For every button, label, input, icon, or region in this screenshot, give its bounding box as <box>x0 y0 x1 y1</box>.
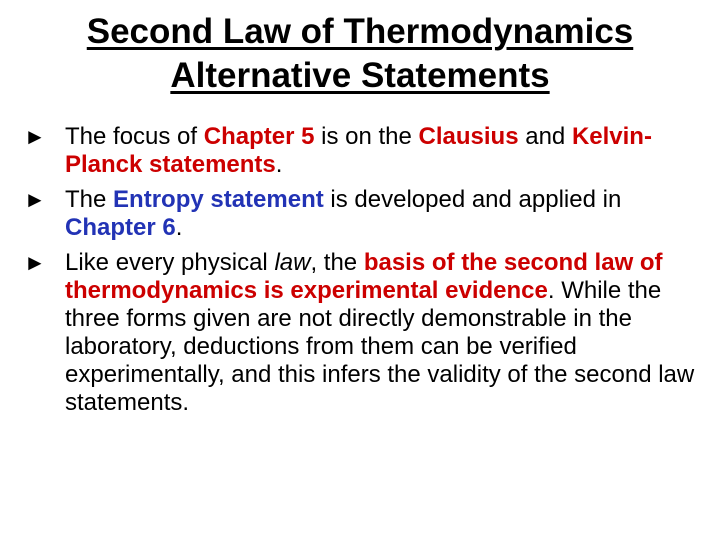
text-segment: is on the <box>314 123 419 150</box>
bullet-item-3 <box>24 249 704 417</box>
black-right-pointer-icon: ► <box>24 124 46 149</box>
emphasis-law: law <box>274 249 311 276</box>
highlight-experimental-evidence: basis of the second law of thermodynamics is experimental evidence <box>65 249 663 304</box>
bullet-item-1 <box>24 123 704 179</box>
text-segment: Like every physical <box>65 249 275 276</box>
bullet-list <box>24 123 704 424</box>
text-segment: . While the three forms given are not directly demonstrable in the laboratory, deductions from them can be verified experimentally, and this infers the validity of the second law statements. <box>65 277 695 416</box>
highlight-entropy-statement: Entropy statement <box>113 186 324 213</box>
text-segment: . <box>275 151 283 178</box>
highlight-chapter-5: Chapter 5 <box>203 123 315 150</box>
slide-title <box>0 10 720 98</box>
bullet-2-text <box>65 186 621 241</box>
text-segment: is developed and applied in <box>323 186 622 213</box>
bullet-item-2 <box>24 186 704 242</box>
highlight-chapter-6: Chapter 6 <box>65 214 176 241</box>
bullet-3-text <box>65 249 694 416</box>
title-line-1: Second Law of Thermodynamics <box>86 12 634 51</box>
title-line-2: Alternative Statements <box>170 56 550 95</box>
text-segment: and <box>518 123 572 150</box>
bullet-1-text <box>65 123 652 178</box>
text-segment: The <box>65 186 114 213</box>
highlight-kelvin-planck: Kelvin-Planck statements <box>65 123 652 178</box>
highlight-clausius: Clausius <box>418 123 519 150</box>
text-segment: . <box>175 214 183 241</box>
black-right-pointer-icon: ► <box>24 187 46 212</box>
black-right-pointer-icon: ► <box>24 250 46 275</box>
text-segment: The focus of <box>65 123 204 150</box>
text-segment: , the <box>310 249 364 276</box>
